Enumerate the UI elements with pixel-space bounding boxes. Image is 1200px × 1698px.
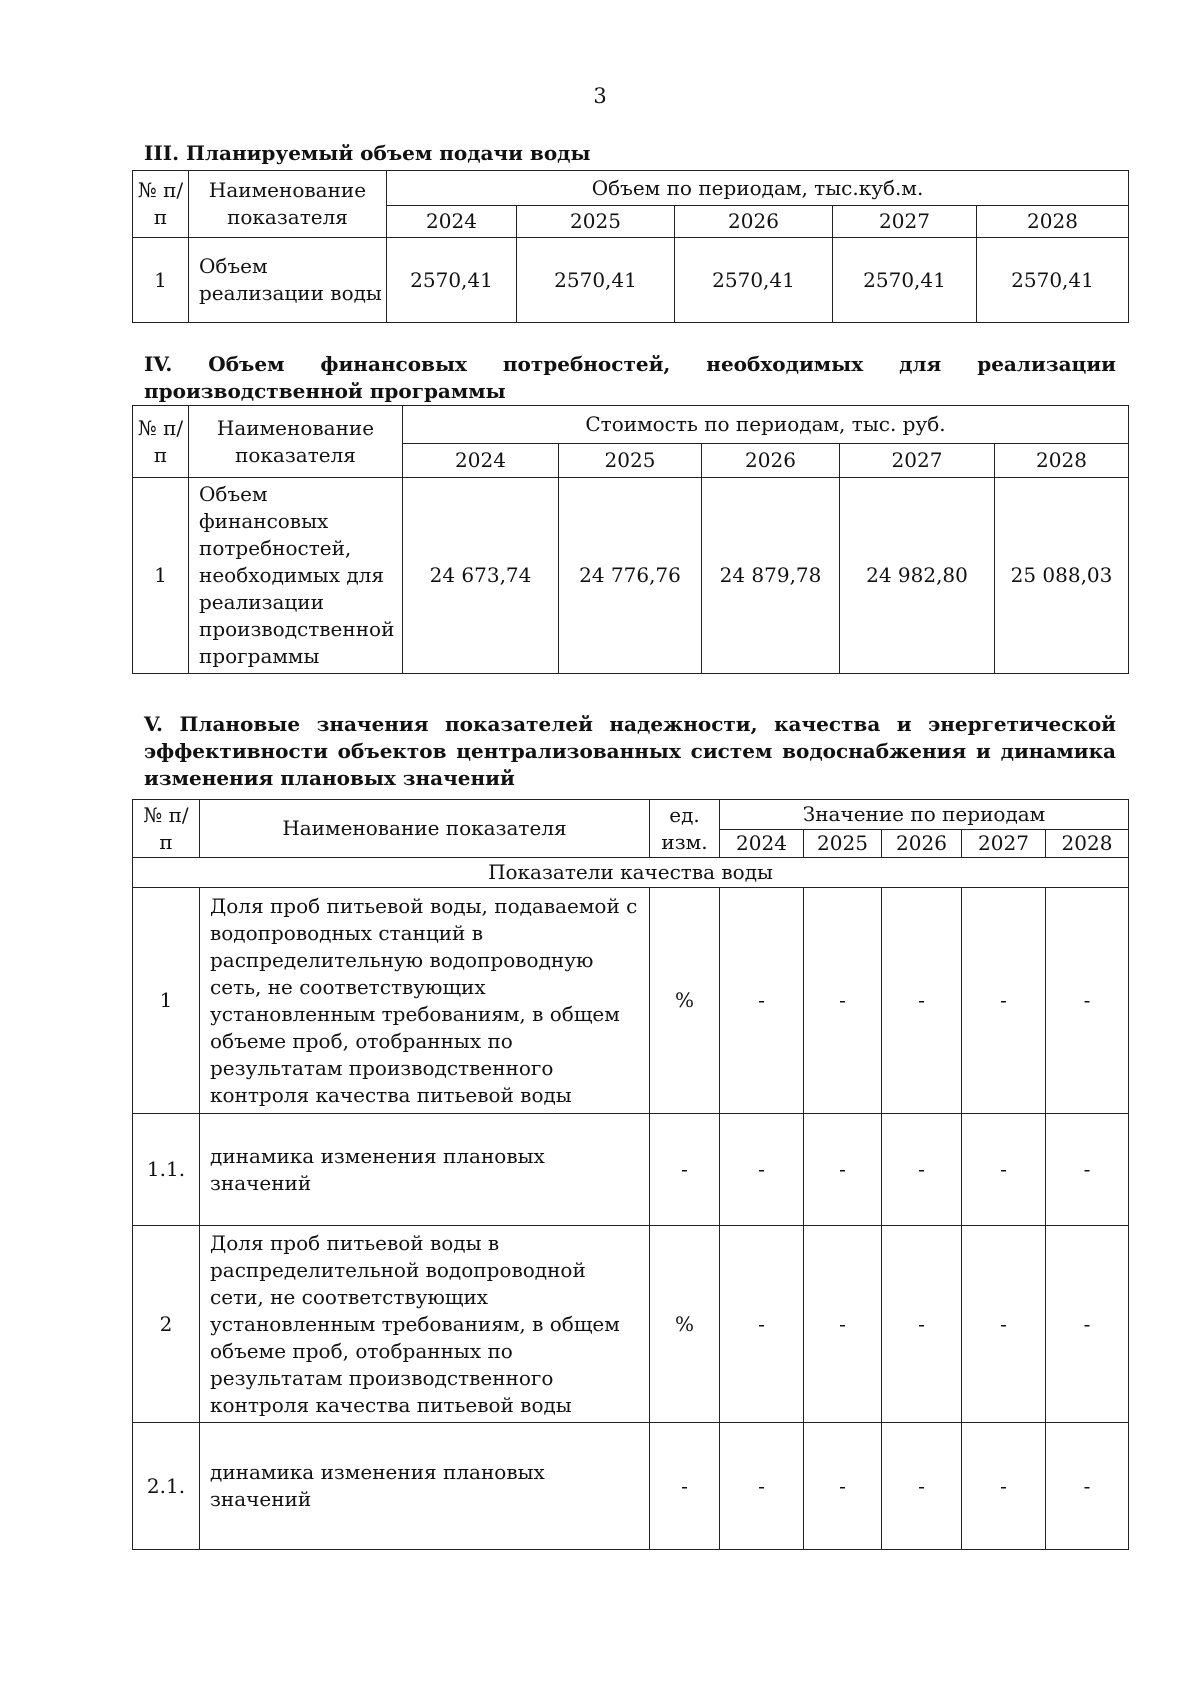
value-cell: 24 982,80 — [840, 478, 995, 674]
value-cell: - — [720, 1226, 804, 1423]
value-cell: - — [962, 1114, 1046, 1226]
indicator-name: динамика изменения плановых значений — [200, 1423, 650, 1550]
value-cell: - — [1046, 1226, 1129, 1423]
year-header: 2028 — [1046, 830, 1129, 858]
section-5-title: V. Плановые значения показателей надежности, качества и энергетической эффективности объектов централизованных систем водоснабжения и динамика изменения плановых значений — [144, 712, 1116, 790]
table-row — [133, 1114, 1129, 1226]
year-header: 2028 — [995, 444, 1129, 478]
table-row — [133, 238, 1129, 323]
year-header: 2027 — [840, 444, 995, 478]
column-header-group: Объем по периодам, тыс.куб.м. — [387, 171, 1129, 206]
group-row-label: Показатели качества воды — [133, 858, 1129, 888]
year-header: 2026 — [882, 830, 962, 858]
value-cell: - — [720, 1423, 804, 1550]
value-cell: - — [720, 1114, 804, 1226]
value-cell: 24 673,74 — [403, 478, 559, 674]
year-header: 2024 — [387, 206, 517, 238]
section-3-table — [132, 170, 1129, 323]
value-cell: - — [1046, 1423, 1129, 1550]
table-row — [133, 478, 1129, 674]
column-header-group: Стоимость по периодам, тыс. руб. — [403, 406, 1129, 444]
year-header: 2027 — [962, 830, 1046, 858]
year-header: 2024 — [720, 830, 804, 858]
column-header-group: Значение по периодам — [720, 800, 1129, 830]
year-header: 2025 — [517, 206, 675, 238]
value-cell: 2570,41 — [517, 238, 675, 323]
year-header: 2026 — [675, 206, 833, 238]
unit-cell: % — [650, 888, 720, 1114]
value-cell: 24 879,78 — [702, 478, 840, 674]
unit-cell: % — [650, 1226, 720, 1423]
row-number: 2.1. — [133, 1423, 200, 1550]
year-header: 2028 — [977, 206, 1129, 238]
value-cell: - — [962, 1226, 1046, 1423]
value-cell: 25 088,03 — [995, 478, 1129, 674]
column-header-num: № п/п — [133, 800, 200, 858]
value-cell: - — [804, 1226, 882, 1423]
indicator-name: Доля проб питьевой воды, подаваемой с водопроводных станций в распределительную водопроводную сеть, не соответствующих установленным требованиям, в общем объеме проб, отобранных по результатам производственного контроля качества питьевой воды — [200, 888, 650, 1114]
row-number: 1.1. — [133, 1114, 200, 1226]
value-cell: - — [882, 1423, 962, 1550]
value-cell: - — [962, 888, 1046, 1114]
column-header-name: Наименование показателя — [200, 800, 650, 858]
value-cell: 24 776,76 — [559, 478, 702, 674]
section-4-table — [132, 405, 1129, 674]
value-cell: - — [720, 888, 804, 1114]
value-cell: - — [882, 1114, 962, 1226]
group-row — [133, 858, 1129, 888]
year-header: 2025 — [804, 830, 882, 858]
header-row — [133, 800, 1129, 830]
table-row — [133, 1423, 1129, 1550]
header-row — [133, 171, 1129, 206]
row-number: 2 — [133, 1226, 200, 1423]
unit-cell: - — [650, 1423, 720, 1550]
value-cell: - — [804, 1423, 882, 1550]
column-header-name: Наименование показателя — [189, 406, 403, 478]
table-row — [133, 1226, 1129, 1423]
value-cell: 2570,41 — [387, 238, 517, 323]
value-cell: - — [804, 1114, 882, 1226]
indicator-name: Доля проб питьевой воды в распределительной водопроводной сети, не соответствующих установленным требованиям, в общем объеме проб, отобранных по результатам производственного контроля качества питьевой воды — [200, 1226, 650, 1423]
column-header-unit: ед. изм. — [650, 800, 720, 858]
row-number: 1 — [133, 888, 200, 1114]
row-number: 1 — [133, 478, 189, 674]
unit-cell: - — [650, 1114, 720, 1226]
year-header: 2024 — [403, 444, 559, 478]
page-number: 3 — [593, 84, 607, 108]
value-cell: 2570,41 — [675, 238, 833, 323]
year-header: 2027 — [833, 206, 977, 238]
value-cell: - — [804, 888, 882, 1114]
indicator-name: динамика изменения плановых значений — [200, 1114, 650, 1226]
column-header-num: № п/п — [133, 171, 189, 238]
header-row — [133, 406, 1129, 444]
section-4-title: IV. Объем финансовых потребностей, необходимых для реализации производственной программы — [144, 352, 1116, 403]
indicator-name: Объем финансовых потребностей, необходимых для реализации производственной программы — [189, 478, 403, 674]
value-cell: - — [962, 1423, 1046, 1550]
row-number: 1 — [133, 238, 189, 323]
section-5-table — [132, 799, 1129, 1550]
indicator-name: Объем реализации воды — [189, 238, 387, 323]
year-header: 2025 — [559, 444, 702, 478]
value-cell: 2570,41 — [977, 238, 1129, 323]
column-header-name: Наименование показателя — [189, 171, 387, 238]
value-cell: - — [882, 888, 962, 1114]
column-header-num: № п/п — [133, 406, 189, 478]
value-cell: - — [1046, 888, 1129, 1114]
value-cell: 2570,41 — [833, 238, 977, 323]
value-cell: - — [882, 1226, 962, 1423]
section-3-title: III. Планируемый объем подачи воды — [144, 141, 591, 165]
value-cell: - — [1046, 1114, 1129, 1226]
table-row — [133, 888, 1129, 1114]
year-header: 2026 — [702, 444, 840, 478]
